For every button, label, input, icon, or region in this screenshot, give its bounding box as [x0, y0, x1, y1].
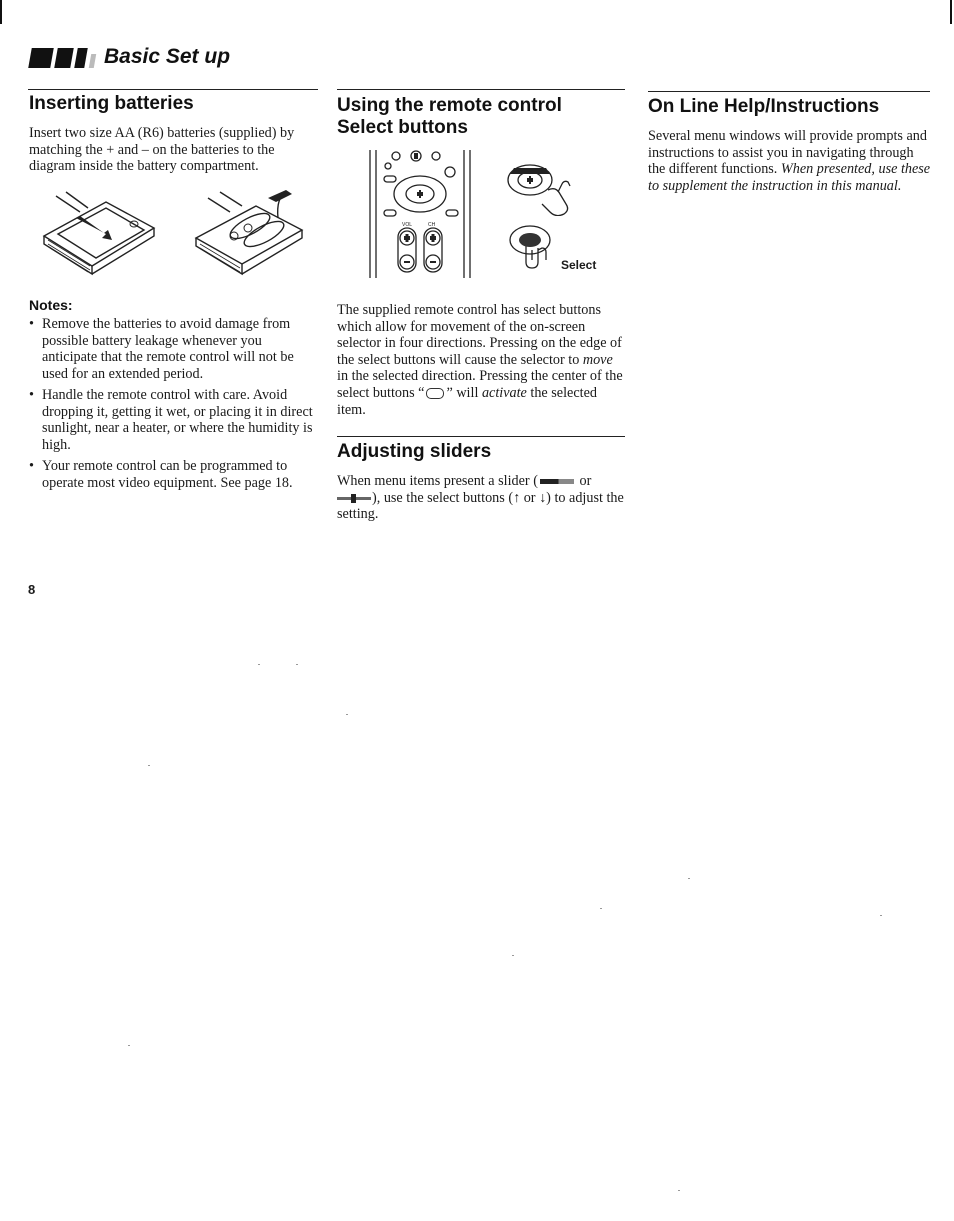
page-number: 8: [28, 582, 36, 597]
adjusting-sliders-heading: Adjusting sliders: [337, 441, 492, 462]
section-title: Basic Set up: [104, 45, 231, 68]
scan-speck: [258, 664, 260, 665]
scan-speck: [678, 1190, 680, 1191]
scan-speck: [512, 955, 514, 956]
left-edge-mark: [0, 0, 2, 24]
scan-speck: [296, 664, 298, 665]
select-button-edge-press-illustration: [504, 160, 584, 216]
scan-speck: [600, 908, 602, 909]
remote-back-cover-illustration: [36, 188, 166, 280]
select-button-center-press-illustration: [504, 220, 564, 274]
notes-list: [29, 316, 319, 496]
battery-compartment-illustration: [190, 188, 315, 280]
scan-speck: [148, 765, 150, 766]
right-edge-mark: [950, 0, 952, 24]
remote-select-body: The supplied remote control has select buttons which allow for movement of the on-screen selector in four directions. Pressing on the edge of the select buttons will cause the selector to move in the selected direction. Pressing the center of the select buttons “ ” will activate the selected item.: [337, 302, 623, 418]
note-item: • Your remote control can be programmed to operate most video equipment. See page 18.: [29, 458, 319, 491]
sliders-top-rule: [337, 436, 625, 437]
down-arrow-icon: ↓: [539, 489, 547, 506]
note-item: • Remove the batteries to avoid damage from possible battery leakage whenever you anticipate that the remote control will not be used for an extended period.: [29, 316, 319, 382]
remote-select-heading: Using the remote control Select buttons: [337, 95, 562, 138]
centered-slider-icon: [337, 497, 371, 500]
remote-control-illustration: [366, 146, 476, 280]
horizontal-slider-icon: [540, 479, 574, 484]
scan-speck: [128, 1045, 130, 1046]
online-help-heading: On Line Help/Instructions: [648, 96, 880, 117]
ch-label: CH: [428, 222, 436, 228]
up-arrow-icon: ↑: [513, 489, 521, 506]
section-marker-blocks: [30, 48, 95, 68]
select-label: Select: [561, 258, 597, 272]
col1-top-rule: [28, 89, 318, 90]
select-center-icon: [426, 388, 444, 399]
scan-speck: [880, 915, 882, 916]
notes-heading: Notes:: [29, 297, 73, 313]
note-item: • Handle the remote control with care. Avoid dropping it, getting it wet, or placing it in direct sunlight, near a heater, or where the humidity is high.: [29, 387, 319, 453]
adjusting-sliders-body: When menu items present a slider ( or ), use the select buttons (↑ or ↓) to adjust the setting.: [337, 473, 624, 523]
col3-top-rule: [648, 91, 930, 92]
scan-speck: [346, 714, 348, 715]
inserting-batteries-intro: Insert two size AA (R6) batteries (supplied) by matching the + and – on the batteries to the diagram inside the battery compartment.: [29, 125, 295, 175]
vol-label: VOL: [402, 222, 413, 228]
inserting-batteries-heading: Inserting batteries: [29, 93, 194, 114]
col2-top-rule: [337, 89, 625, 90]
online-help-body: Several menu windows will provide prompts and instructions to assist you in navigating through the different functions. When presented, use these to supplement the instruction in this manual.: [648, 128, 931, 194]
scan-speck: [688, 878, 690, 879]
